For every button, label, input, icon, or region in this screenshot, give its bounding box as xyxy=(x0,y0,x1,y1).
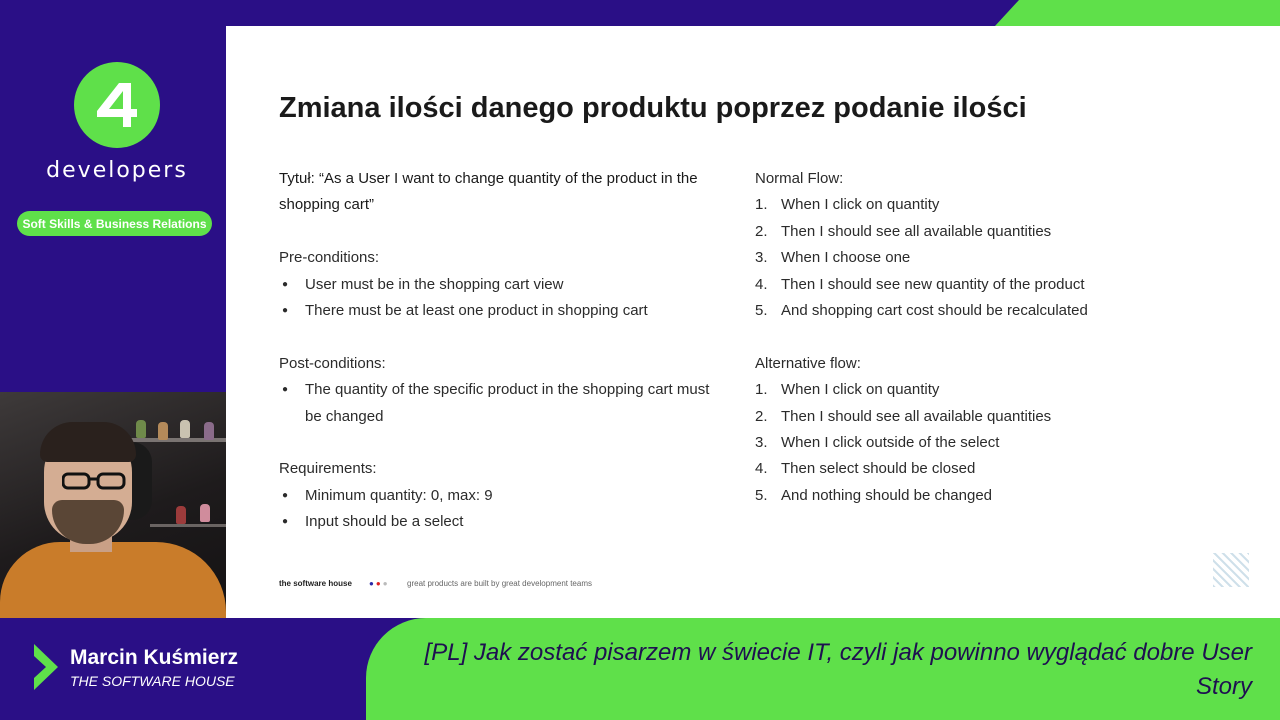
slide-left-column xyxy=(279,166,729,536)
conference-name: developers xyxy=(46,158,188,183)
slide-title: Zmiana ilości danego produktu poprzez podanie ilości xyxy=(279,92,1027,124)
shelf-figurine xyxy=(136,420,146,438)
normal-flow-list xyxy=(755,192,1205,324)
footer-dots: ●●● xyxy=(369,579,390,588)
glasses-icon xyxy=(62,472,128,490)
conference-logo xyxy=(74,62,160,148)
talk-title-panel xyxy=(366,618,1280,720)
shelf-figurine xyxy=(200,504,210,522)
footer-brand: the software house xyxy=(279,579,352,588)
logo-four-icon xyxy=(89,77,145,133)
post-conditions-list xyxy=(279,377,729,430)
list-item: ● Minimum quantity: 0, max: 9 xyxy=(279,483,729,509)
shelf-figurine xyxy=(180,420,190,438)
track-badge: Soft Skills & Business Relations xyxy=(17,211,212,236)
footer-tagline: great products are built by great development teams xyxy=(407,579,592,588)
alternative-flow-list xyxy=(755,377,1205,509)
list-item: ● Input should be a select xyxy=(279,509,729,535)
speaker-webcam xyxy=(0,392,226,618)
list-item: 2. Then I should see all available quantities xyxy=(755,222,1052,240)
hatch-decoration xyxy=(1213,553,1249,587)
pre-conditions-list xyxy=(279,272,729,325)
chevron-right-icon xyxy=(32,642,60,692)
speaker-beard xyxy=(52,500,124,544)
alternative-flow-heading: Alternative flow: xyxy=(755,354,861,372)
shelf-figurine xyxy=(204,422,214,440)
list-item: 1. When I click on quantity xyxy=(755,196,940,214)
list-item: 1. When I click on quantity xyxy=(755,381,940,399)
shelf-figurine xyxy=(176,506,186,524)
list-item: 2. Then I should see all available quantities xyxy=(755,407,1052,425)
background-shelf-lower xyxy=(150,524,226,527)
presentation-slide xyxy=(226,26,1280,618)
top-accent-strip xyxy=(995,0,1280,26)
speaker-shirt xyxy=(0,542,226,618)
story-title: Tytuł: “As a User I want to change quantity of the product in the shopping cart” xyxy=(279,170,698,214)
talk-title: [PL] Jak zostać pisarzem w świecie IT, czyli jak powinno wyglądać dobre User Story xyxy=(424,639,1252,700)
lower-third xyxy=(0,618,1280,720)
speaker-hair xyxy=(40,422,136,462)
list-item: ● User must be in the shopping cart view xyxy=(279,272,729,298)
list-item: 4. Then select should be closed xyxy=(755,460,976,478)
list-item: ● The quantity of the specific product in the shopping cart must be changed xyxy=(279,377,720,430)
list-item: ● There must be at least one product in shopping cart xyxy=(279,298,729,324)
normal-flow-heading: Normal Flow: xyxy=(755,170,844,187)
post-conditions-heading: Post-conditions: xyxy=(279,354,386,372)
pre-conditions-heading: Pre-conditions: xyxy=(279,249,380,267)
speaker-name: Marcin Kuśmierz xyxy=(70,646,239,669)
speaker-company: THE SOFTWARE HOUSE xyxy=(70,673,235,689)
requirements-list xyxy=(279,483,729,536)
list-item: 5. And nothing should be changed xyxy=(755,486,993,504)
list-item: 3. When I choose one xyxy=(755,249,911,267)
requirements-heading: Requirements: xyxy=(279,460,377,478)
list-item: 5. And shopping cart cost should be recalculated xyxy=(755,302,1088,320)
list-item: 3. When I click outside of the select xyxy=(755,434,1000,452)
slide-right-column xyxy=(755,166,1205,509)
list-item: 4. Then I should see new quantity of the product xyxy=(755,275,1085,293)
shelf-figurine xyxy=(158,422,168,440)
